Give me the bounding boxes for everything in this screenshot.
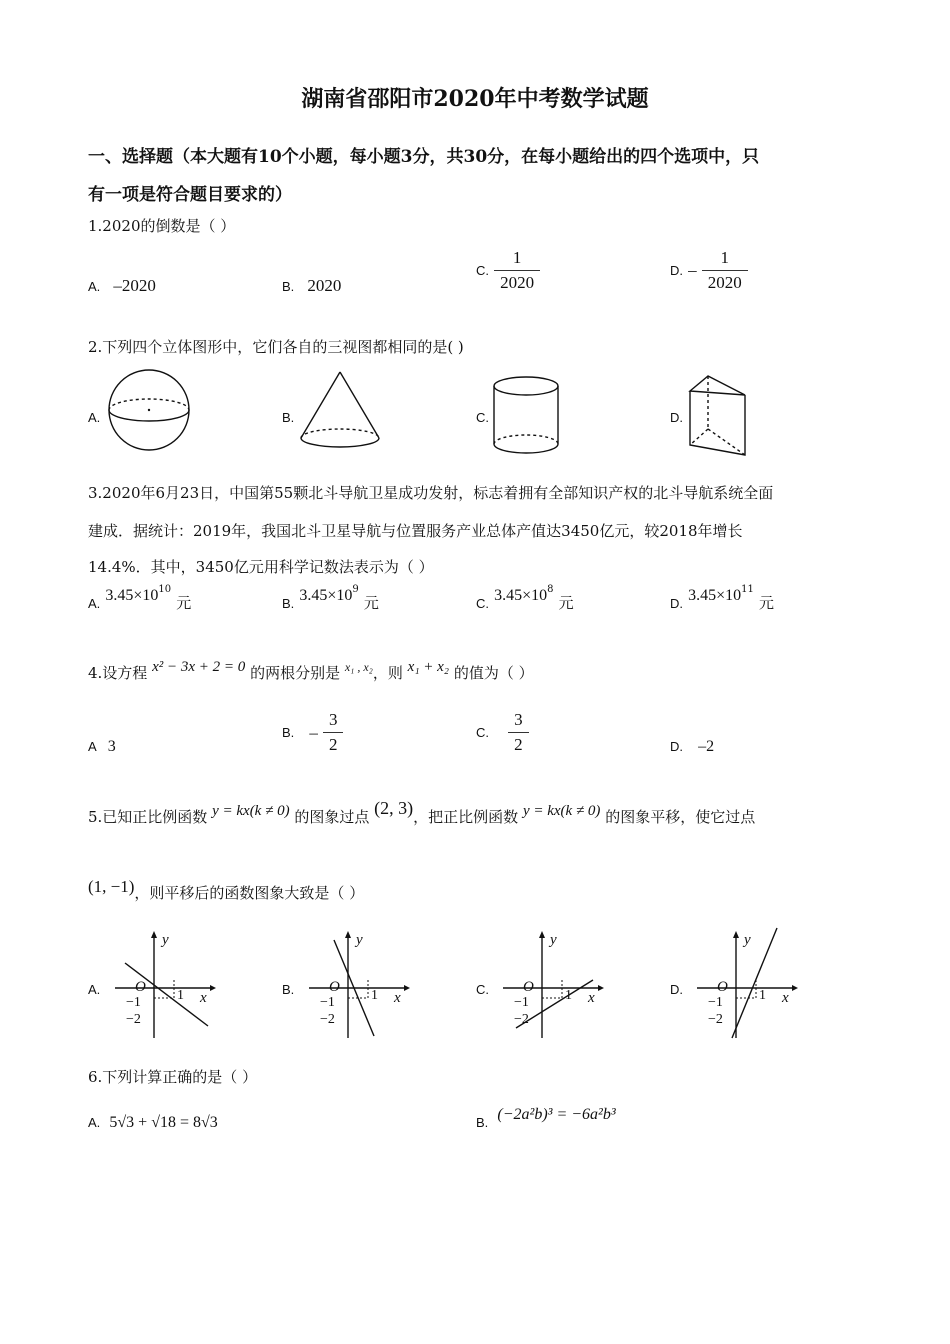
section-heading-line2: 有一项是符合题目要求的） xyxy=(88,185,292,205)
q5-point2: (1, −1) xyxy=(88,877,135,896)
q2-option-c-label[interactable]: C. xyxy=(476,410,489,425)
q4-option-c[interactable] xyxy=(476,710,529,755)
tick-1-label: 1 xyxy=(565,988,572,1003)
y-label: y xyxy=(744,932,751,948)
q1-option-a[interactable] xyxy=(88,276,156,296)
y-label: y xyxy=(550,932,557,948)
x-label: x xyxy=(588,990,595,1006)
section-heading-line1: 一、选择题（本大题有10个小题，每小题3分，共30分，在每小题给出的四个选项中，只 xyxy=(88,147,760,167)
option-value: –2020 xyxy=(113,276,156,295)
q6-stem: 6.下列计算正确的是（ ） xyxy=(88,1068,258,1086)
fraction xyxy=(508,710,529,755)
q3-option-a[interactable] xyxy=(88,584,192,613)
y-axis-arrow xyxy=(733,931,739,938)
option-label: C. xyxy=(476,725,489,740)
q2-stem: 2.下列四个立体图形中，它们各自的三视图都相同的是( ) xyxy=(88,338,464,356)
option-label: A. xyxy=(88,596,101,611)
q5-stem-line2 xyxy=(88,877,365,903)
q5-option-a-label[interactable]: A. xyxy=(88,982,101,997)
tick-neg2-label: −2 xyxy=(708,1012,723,1027)
q5-p1: 5.已知正比例函数 xyxy=(88,808,208,826)
q1-option-b[interactable] xyxy=(282,276,341,296)
q3-line1: 3.2020年6月23日，中国第55颗北斗导航卫星成功发射，标志着拥有全部知识产权的北斗导航系统全面 xyxy=(88,484,774,502)
unit-yuan: 元 xyxy=(758,594,774,612)
option-label: C. xyxy=(476,596,489,611)
option-mantissa: 3.45×10 xyxy=(105,587,159,604)
q3-line3: 14.4%．其中，3450亿元用科学记数法表示为（ ） xyxy=(88,558,434,576)
q6-option-b[interactable] xyxy=(476,1106,616,1132)
fraction xyxy=(702,248,748,293)
q3-option-c[interactable] xyxy=(476,584,574,613)
option-label: C. xyxy=(476,263,489,278)
fraction-numerator: 3 xyxy=(328,710,338,729)
option-exponent: 11 xyxy=(741,584,754,595)
unit-yuan: 元 xyxy=(176,594,192,612)
q4-comma: ，则 xyxy=(372,664,403,682)
q3-option-d[interactable] xyxy=(670,584,774,613)
q5-stem-line1 xyxy=(88,798,756,827)
q4-prefix: 4.设方程 xyxy=(88,664,148,682)
x-label: x xyxy=(782,990,789,1006)
tick-neg1-label: −1 xyxy=(514,995,529,1010)
fraction-numerator: 1 xyxy=(720,248,729,267)
q5-graph-a xyxy=(110,928,220,1040)
option-label: B. xyxy=(476,1115,489,1130)
tick-neg1-label: −1 xyxy=(320,995,335,1010)
q4-suffix: 的值为（ ） xyxy=(453,664,534,682)
option-expression: 5√3 + √18 = 8√3 xyxy=(109,1114,218,1131)
minus-sign: – xyxy=(688,260,697,280)
fraction-numerator: 3 xyxy=(514,710,523,729)
option-mantissa: 3.45×10 xyxy=(688,587,742,604)
x-axis-arrow xyxy=(210,985,216,991)
y-label: y xyxy=(356,932,363,948)
fraction xyxy=(323,710,344,755)
option-label: A xyxy=(88,739,97,754)
q6-option-a[interactable] xyxy=(88,1112,218,1132)
option-value: 2020 xyxy=(307,276,342,295)
option-label: A. xyxy=(88,1115,101,1130)
y-axis-arrow xyxy=(151,931,157,938)
page-title: 湖南省邵阳市2020年中考数学试题 xyxy=(301,86,649,112)
option-label: D. xyxy=(670,596,683,611)
q2-option-d-label[interactable]: D. xyxy=(670,410,683,425)
option-mantissa: 3.45×10 xyxy=(299,587,353,604)
q4-mid: 的两根分别是 xyxy=(250,664,341,682)
q5-option-d-label[interactable]: D. xyxy=(670,982,683,997)
x-axis-arrow xyxy=(598,985,604,991)
sphere-icon xyxy=(106,368,192,454)
option-mantissa: 3.45×10 xyxy=(494,587,548,604)
q1-option-d[interactable] xyxy=(670,248,748,293)
q1-option-c[interactable] xyxy=(476,248,540,293)
fraction-numerator: 1 xyxy=(512,248,522,267)
x-axis-arrow xyxy=(404,985,410,991)
tick-neg2-label: −2 xyxy=(514,1012,529,1027)
q4-roots: x₁ , x₂ xyxy=(344,660,373,674)
q5-function: y = kx(k ≠ 0) xyxy=(212,803,290,819)
option-value: 3 xyxy=(107,738,116,755)
cone-icon xyxy=(298,370,382,454)
q1-stem: 1.2020的倒数是（ ） xyxy=(88,217,236,235)
q4-equation: x² − 3x + 2 = 0 xyxy=(152,659,246,675)
option-label: B. xyxy=(282,725,295,740)
minus-sign: – xyxy=(309,722,318,742)
q4-sum: x₁ + x₂ xyxy=(407,659,450,675)
unit-yuan: 元 xyxy=(558,594,574,612)
tick-1-label: 1 xyxy=(371,988,378,1003)
y-axis-arrow xyxy=(539,931,545,938)
function-line xyxy=(732,928,777,1038)
origin-label: O xyxy=(717,979,728,995)
triangular-prism-icon xyxy=(686,373,752,459)
q4-option-a[interactable] xyxy=(88,736,116,756)
option-expression: (−2a²b)³ = −6a²b³ xyxy=(497,1106,616,1123)
x-axis-arrow xyxy=(792,985,798,991)
q3-option-b[interactable] xyxy=(282,584,379,613)
q4-option-d[interactable] xyxy=(670,736,714,756)
q5-p3: ，把正比例函数 xyxy=(413,808,519,826)
q3-line2: 建成．据统计：2019年，我国北斗卫星导航与位置服务产业总体产值达3450亿元，较2018年增长 xyxy=(88,522,743,540)
tick-1-label: 1 xyxy=(177,988,184,1003)
tick-neg1-label: −1 xyxy=(708,995,723,1010)
cylinder-icon xyxy=(492,375,560,457)
option-exponent: 10 xyxy=(158,584,172,595)
q5-option-c-label[interactable]: C. xyxy=(476,982,489,997)
origin-label: O xyxy=(135,979,146,995)
q5-option-b-label[interactable]: B. xyxy=(282,982,295,997)
q5-graph-c xyxy=(498,928,608,1040)
q5-p5: ，则平移后的函数图象大致是（ ） xyxy=(134,884,365,902)
origin-label: O xyxy=(329,979,340,995)
q5-function-2: y = kx(k ≠ 0) xyxy=(522,803,601,819)
tick-1-label: 1 xyxy=(759,988,766,1003)
fraction-denominator: 2020 xyxy=(702,270,748,293)
q4-option-b[interactable] xyxy=(282,710,343,755)
q2-option-b-label[interactable]: B. xyxy=(282,410,295,425)
q5-point1: (2, 3) xyxy=(374,798,414,818)
unit-yuan: 元 xyxy=(363,594,379,612)
x-label: x xyxy=(394,990,401,1006)
q4-stem xyxy=(88,659,534,683)
q5-p4: 的图象平移，使它过点 xyxy=(605,808,756,826)
tick-neg2-label: −2 xyxy=(320,1012,335,1027)
q5-graph-b xyxy=(304,928,414,1040)
option-exponent: 9 xyxy=(352,584,359,595)
option-value: –2 xyxy=(698,738,715,755)
tick-neg1-label: −1 xyxy=(126,995,141,1010)
fraction-denominator: 2 xyxy=(508,732,529,755)
option-label: A. xyxy=(88,279,101,294)
origin-label: O xyxy=(523,979,534,995)
option-label: B. xyxy=(282,596,295,611)
y-label: y xyxy=(162,932,169,948)
x-label: x xyxy=(200,990,207,1006)
y-axis-arrow xyxy=(345,931,351,938)
q5-p2: 的图象过点 xyxy=(294,808,370,826)
fraction-denominator: 2 xyxy=(323,732,344,755)
fraction xyxy=(494,248,540,293)
option-label: B. xyxy=(282,279,295,294)
q5-graph-d xyxy=(692,928,802,1040)
option-exponent: 8 xyxy=(547,584,554,595)
option-label: D. xyxy=(670,263,683,278)
q2-option-a-label[interactable]: A. xyxy=(88,410,101,425)
fraction-denominator: 2020 xyxy=(494,270,540,293)
tick-neg2-label: −2 xyxy=(126,1012,141,1027)
option-label: D. xyxy=(670,739,683,754)
